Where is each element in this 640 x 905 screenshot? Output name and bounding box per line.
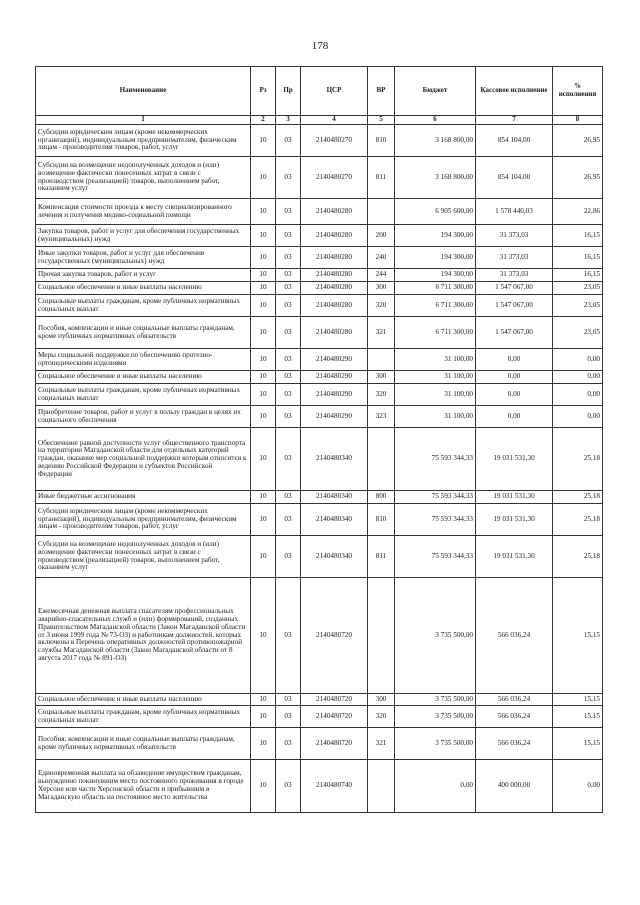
cell-csr: 2140480270 xyxy=(301,157,368,199)
cell-name: Субсидии юридическим лицам (кроме некоммерческих организаций), индивидуальным предпринимателям, физическим лицам - производителям товаров, работ, услуг xyxy=(36,504,251,536)
header-row xyxy=(36,67,603,116)
cell-name: Социальное обеспечение и иные выплаты населению xyxy=(36,694,251,706)
table-row xyxy=(36,578,603,694)
table-row xyxy=(36,157,603,199)
table-row xyxy=(36,760,603,813)
column-number-row xyxy=(36,116,603,125)
table-row xyxy=(36,428,603,491)
cell-pr: 03 xyxy=(276,199,301,225)
column-number: 8 xyxy=(553,116,603,125)
cell-cash: 854 104,00 xyxy=(476,157,553,199)
cell-pct: 0,00 xyxy=(553,406,603,428)
cell-pct: 0,00 xyxy=(553,371,603,384)
column-number: 6 xyxy=(395,116,476,125)
cell-pct: 16,15 xyxy=(553,269,603,282)
cell-vr: 811 xyxy=(368,536,395,578)
cell-rz: 10 xyxy=(251,728,276,760)
header-cash: Кассовое исполнение xyxy=(476,67,553,116)
cell-cash: 19 031 531,30 xyxy=(476,428,553,491)
column-number: 3 xyxy=(276,116,301,125)
cell-vr: 300 xyxy=(368,371,395,384)
cell-csr: 2140480280 xyxy=(301,317,368,349)
cell-vr xyxy=(368,760,395,813)
cell-budget: 75 593 344,33 xyxy=(395,428,476,491)
cell-name: Социальные выплаты гражданам, кроме публичных нормативных социальных выплат xyxy=(36,295,251,317)
cell-vr: 321 xyxy=(368,728,395,760)
cell-csr: 2140480290 xyxy=(301,371,368,384)
cell-rz: 10 xyxy=(251,406,276,428)
table-row xyxy=(36,694,603,706)
table-row xyxy=(36,384,603,406)
cell-budget: 6 711 300,00 xyxy=(395,295,476,317)
cell-cash: 0,00 xyxy=(476,371,553,384)
cell-vr: 811 xyxy=(368,157,395,199)
cell-pr: 03 xyxy=(276,225,301,247)
cell-pr: 03 xyxy=(276,428,301,491)
cell-budget: 75 593 344,33 xyxy=(395,491,476,504)
header-pr: Пр xyxy=(276,67,301,116)
cell-budget: 3 735 500,00 xyxy=(395,706,476,728)
cell-pr: 03 xyxy=(276,694,301,706)
cell-cash: 31 373,03 xyxy=(476,269,553,282)
cell-pct: 23,05 xyxy=(553,317,603,349)
cell-budget: 31 100,00 xyxy=(395,384,476,406)
cell-csr: 2140480340 xyxy=(301,428,368,491)
cell-pct: 25,18 xyxy=(553,428,603,491)
cell-budget: 31 100,00 xyxy=(395,371,476,384)
cell-csr: 2140480340 xyxy=(301,491,368,504)
page-number: 178 xyxy=(311,40,329,52)
cell-cash: 31 373,03 xyxy=(476,225,553,247)
cell-csr: 2140480280 xyxy=(301,199,368,225)
table-row xyxy=(36,706,603,728)
cell-rz: 10 xyxy=(251,428,276,491)
cell-pr: 03 xyxy=(276,578,301,694)
cell-rz: 10 xyxy=(251,199,276,225)
cell-name: Приобретение товаров, работ и услуг в пользу граждан в целях их социального обеспечения xyxy=(36,406,251,428)
cell-pct: 0,00 xyxy=(553,349,603,371)
cell-budget: 31 100,00 xyxy=(395,406,476,428)
cell-pr: 03 xyxy=(276,504,301,536)
cell-pr: 03 xyxy=(276,706,301,728)
cell-name: Единовременная выплата на обзаведение имуществом гражданам, вынужденно покинувшим место постоянного проживания в городе Херсоне или части Херсонской области и прибывшим в Магаданскую область на постоянное место жительства xyxy=(36,760,251,813)
cell-pr: 03 xyxy=(276,247,301,269)
cell-budget: 6 905 600,00 xyxy=(395,199,476,225)
cell-pr: 03 xyxy=(276,269,301,282)
cell-budget: 3 168 800,00 xyxy=(395,125,476,157)
cell-pr: 03 xyxy=(276,491,301,504)
cell-rz: 10 xyxy=(251,269,276,282)
cell-rz: 10 xyxy=(251,384,276,406)
cell-rz: 10 xyxy=(251,157,276,199)
cell-vr xyxy=(368,199,395,225)
cell-pr: 03 xyxy=(276,125,301,157)
cell-budget: 31 100,00 xyxy=(395,349,476,371)
cell-name: Субсидии юридическим лицам (кроме некоммерческих организаций), индивидуальным предпринимателям, физическим лицам - производителям товаров, работ, услуг xyxy=(36,125,251,157)
table-row xyxy=(36,349,603,371)
cell-pct: 25,18 xyxy=(553,491,603,504)
cell-csr: 2140480280 xyxy=(301,295,368,317)
cell-vr: 320 xyxy=(368,295,395,317)
cell-vr: 200 xyxy=(368,225,395,247)
cell-csr: 2140480720 xyxy=(301,706,368,728)
table-row xyxy=(36,317,603,349)
cell-rz: 10 xyxy=(251,694,276,706)
cell-vr xyxy=(368,428,395,491)
cell-vr: 300 xyxy=(368,282,395,295)
cell-vr xyxy=(368,578,395,694)
cell-name: Меры социальной поддержки по обеспечению протезно-ортопедическими изделиями xyxy=(36,349,251,371)
cell-csr: 2140480340 xyxy=(301,504,368,536)
table-row xyxy=(36,247,603,269)
cell-rz: 10 xyxy=(251,225,276,247)
cell-vr: 244 xyxy=(368,269,395,282)
cell-cash: 1 547 067,00 xyxy=(476,317,553,349)
cell-pct: 15,15 xyxy=(553,728,603,760)
cell-rz: 10 xyxy=(251,125,276,157)
cell-budget: 194 300,00 xyxy=(395,247,476,269)
cell-csr: 2140480280 xyxy=(301,247,368,269)
cell-name: Обеспечение равной доступности услуг общественного транспорта на территории Магаданской области для отдельных категорий граждан, оказание мер социальной поддержки которым относится к ведению Российской Федерации и субъектов Российской Федерации xyxy=(36,428,251,491)
cell-name: Пособия, компенсации и иные социальные выплаты гражданам, кроме публичных нормативных обязательств xyxy=(36,317,251,349)
cell-budget: 6 711 300,00 xyxy=(395,282,476,295)
cell-rz: 10 xyxy=(251,760,276,813)
cell-name: Социальное обеспечение и иные выплаты населению xyxy=(36,371,251,384)
cell-vr: 800 xyxy=(368,491,395,504)
cell-cash: 854 104,00 xyxy=(476,125,553,157)
cell-rz: 10 xyxy=(251,282,276,295)
table-row xyxy=(36,225,603,247)
cell-pr: 03 xyxy=(276,760,301,813)
cell-budget: 3 735 500,00 xyxy=(395,728,476,760)
table-row xyxy=(36,536,603,578)
cell-rz: 10 xyxy=(251,295,276,317)
cell-pr: 03 xyxy=(276,295,301,317)
cell-pct: 0,00 xyxy=(553,760,603,813)
cell-budget: 3 735 500,00 xyxy=(395,578,476,694)
cell-csr: 2140480720 xyxy=(301,728,368,760)
cell-vr: 323 xyxy=(368,406,395,428)
cell-vr: 320 xyxy=(368,706,395,728)
cell-name: Компенсация стоимости проезда к месту специализированного лечения и получения медико-социальной помощи xyxy=(36,199,251,225)
cell-cash: 1 578 440,03 xyxy=(476,199,553,225)
cell-pct: 26,95 xyxy=(553,125,603,157)
cell-cash: 31 373,03 xyxy=(476,247,553,269)
cell-vr: 300 xyxy=(368,694,395,706)
header-name: Наименование xyxy=(36,67,251,116)
cell-vr xyxy=(368,349,395,371)
cell-rz: 10 xyxy=(251,247,276,269)
cell-name: Пособия, компенсации и иные социальные выплаты гражданам, кроме публичных нормативных обязательств xyxy=(36,728,251,760)
cell-cash: 0,00 xyxy=(476,406,553,428)
cell-cash: 1 547 067,00 xyxy=(476,295,553,317)
cell-rz: 10 xyxy=(251,317,276,349)
table-body xyxy=(36,125,603,813)
cell-pr: 03 xyxy=(276,384,301,406)
cell-pct: 16,15 xyxy=(553,225,603,247)
cell-vr: 810 xyxy=(368,125,395,157)
cell-name: Прочая закупка товаров, работ и услуг xyxy=(36,269,251,282)
cell-name: Социальные выплаты гражданам, кроме публичных нормативных социальных выплат xyxy=(36,384,251,406)
cell-cash: 566 036,24 xyxy=(476,706,553,728)
cell-rz: 10 xyxy=(251,536,276,578)
cell-budget: 0,00 xyxy=(395,760,476,813)
cell-pr: 03 xyxy=(276,371,301,384)
budget-execution-table xyxy=(35,66,603,813)
cell-rz: 10 xyxy=(251,349,276,371)
cell-csr: 2140480270 xyxy=(301,125,368,157)
table-row xyxy=(36,728,603,760)
cell-rz: 10 xyxy=(251,706,276,728)
cell-cash: 566 036,24 xyxy=(476,694,553,706)
cell-name: Социальные выплаты гражданам, кроме публичных нормативных социальных выплат xyxy=(36,706,251,728)
cell-cash: 19 031 531,30 xyxy=(476,536,553,578)
cell-csr: 2140480280 xyxy=(301,269,368,282)
cell-rz: 10 xyxy=(251,578,276,694)
cell-cash: 0,00 xyxy=(476,349,553,371)
cell-pct: 25,18 xyxy=(553,504,603,536)
cell-pct: 15,15 xyxy=(553,578,603,694)
table-row xyxy=(36,269,603,282)
cell-budget: 6 711 300,00 xyxy=(395,317,476,349)
cell-csr: 2140480280 xyxy=(301,282,368,295)
cell-budget: 3 735 500,00 xyxy=(395,694,476,706)
table-row xyxy=(36,199,603,225)
cell-vr: 810 xyxy=(368,504,395,536)
cell-vr: 320 xyxy=(368,384,395,406)
cell-csr: 2140480290 xyxy=(301,349,368,371)
cell-pr: 03 xyxy=(276,536,301,578)
column-number: 2 xyxy=(251,116,276,125)
cell-csr: 2140480280 xyxy=(301,225,368,247)
header-budget: Бюджет xyxy=(395,67,476,116)
cell-name: Социальное обеспечение и иные выплаты населению xyxy=(36,282,251,295)
header-vr: ВР xyxy=(368,67,395,116)
column-number: 4 xyxy=(301,116,368,125)
cell-name: Иные закупки товаров, работ и услуг для обеспечения государственных (муниципальных) нужд xyxy=(36,247,251,269)
cell-pct: 23,05 xyxy=(553,282,603,295)
cell-cash: 1 547 067,00 xyxy=(476,282,553,295)
header-csr: ЦСР xyxy=(301,67,368,116)
table-row xyxy=(36,406,603,428)
cell-pr: 03 xyxy=(276,406,301,428)
cell-pct: 25,18 xyxy=(553,536,603,578)
cell-vr: 321 xyxy=(368,317,395,349)
cell-pr: 03 xyxy=(276,157,301,199)
cell-csr: 2140480290 xyxy=(301,384,368,406)
cell-name: Субсидии на возмещение недополученных доходов и (или) возмещение фактически понесенных затрат в связи с производством (реализацией) товаров, выполнением работ, оказанием услуг xyxy=(36,536,251,578)
cell-budget: 75 593 344,33 xyxy=(395,536,476,578)
cell-pct: 22,86 xyxy=(553,199,603,225)
cell-name: Иные бюджетные ассигнования xyxy=(36,491,251,504)
table-row xyxy=(36,371,603,384)
cell-csr: 2140480720 xyxy=(301,694,368,706)
cell-budget: 194 300,00 xyxy=(395,269,476,282)
cell-pct: 16,15 xyxy=(553,247,603,269)
cell-cash: 19 031 531,30 xyxy=(476,491,553,504)
table-row xyxy=(36,491,603,504)
cell-vr: 240 xyxy=(368,247,395,269)
cell-rz: 10 xyxy=(251,491,276,504)
cell-pr: 03 xyxy=(276,317,301,349)
table-row xyxy=(36,504,603,536)
table-row xyxy=(36,282,603,295)
cell-cash: 566 036,24 xyxy=(476,578,553,694)
cell-budget: 3 168 800,00 xyxy=(395,157,476,199)
cell-name: Субсидии на возмещение недополученных доходов и (или) возмещение фактически понесенных затрат в связи с производством (реализацией) товаров, выполнением работ, оказанием услуг xyxy=(36,157,251,199)
cell-csr: 2140480740 xyxy=(301,760,368,813)
cell-csr: 2140480290 xyxy=(301,406,368,428)
cell-pr: 03 xyxy=(276,728,301,760)
cell-name: Ежемесячная денежная выплата спасателям профессиональных аварийно-спасательных служб и (или) формирований, созданных Правительством Магаданской области (Закон Магаданской области от 3 июня 1999 года № 73-ОЗ) и работникам должностей, которых включены в Перечень оперативных должностей противопожарной службы Магаданской области (Закон Магаданской области от 8 августа 2017 года № 891-ОЗ) xyxy=(36,578,251,694)
column-number: 7 xyxy=(476,116,553,125)
header-rz: Рз xyxy=(251,67,276,116)
column-number: 5 xyxy=(368,116,395,125)
cell-pr: 03 xyxy=(276,282,301,295)
cell-budget: 75 593 344,33 xyxy=(395,504,476,536)
cell-name: Закупка товаров, работ и услуг для обеспечения государственных (муниципальных) нужд xyxy=(36,225,251,247)
table-row xyxy=(36,125,603,157)
cell-csr: 2140480340 xyxy=(301,536,368,578)
cell-pct: 15,15 xyxy=(553,706,603,728)
cell-pct: 15,15 xyxy=(553,694,603,706)
cell-csr: 2140480720 xyxy=(301,578,368,694)
column-number: 1 xyxy=(36,116,251,125)
cell-pr: 03 xyxy=(276,349,301,371)
cell-rz: 10 xyxy=(251,504,276,536)
cell-cash: 0,00 xyxy=(476,384,553,406)
cell-cash: 400 000,00 xyxy=(476,760,553,813)
table-row xyxy=(36,295,603,317)
cell-pct: 0,00 xyxy=(553,384,603,406)
cell-budget: 194 300,00 xyxy=(395,225,476,247)
cell-pct: 23,05 xyxy=(553,295,603,317)
cell-rz: 10 xyxy=(251,371,276,384)
cell-cash: 566 036,24 xyxy=(476,728,553,760)
header-pct: % исполнения xyxy=(553,67,603,116)
cell-pct: 26,95 xyxy=(553,157,603,199)
cell-cash: 19 031 531,30 xyxy=(476,504,553,536)
